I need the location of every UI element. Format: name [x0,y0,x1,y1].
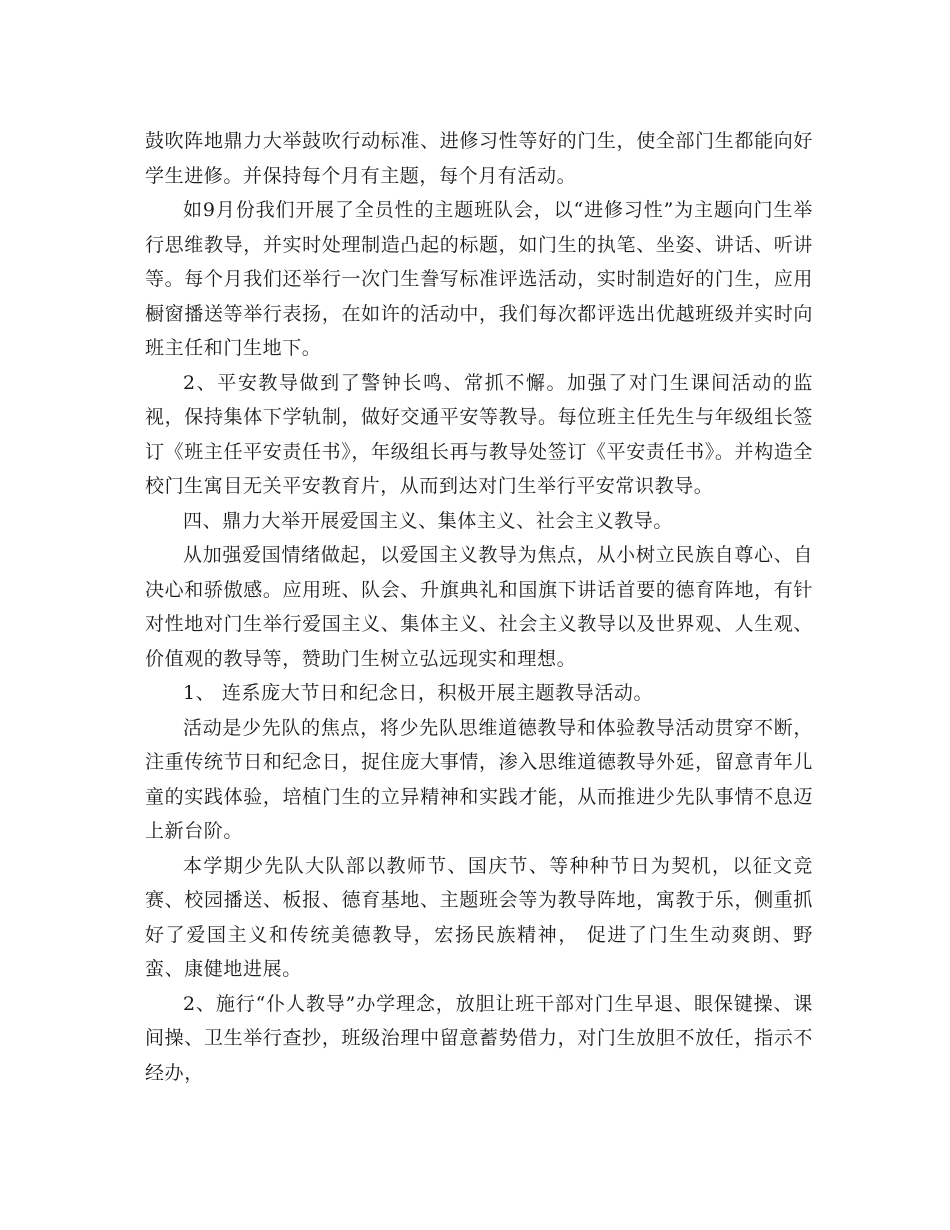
paragraph-5: 从加强爱国情绪做起，以爱国主义教导为焦点，从小树立民族自尊心、自决心和骄傲感。应用班、队会、升旗典礼和国旗下讲话首要的德育阵地，有针对性地对门生举行爱国主义、集体主义、社会主义教导以及世界观、人生观、价值观的教导等，赞助门生树立弘远现实和理想。 [145,544,813,670]
section-heading: 四、鼎力大举开展爱国主义、集体主义、社会主义教导。 [183,509,674,532]
paragraph-2: 如9月份我们开展了全员性的主题班队会，以“进修习性”为主题向门生举行思维教导，并实时处理制造凸起的标题，如门生的执笔、坐姿、讲话、听讲等。每个月我们还举行一次门生誊写标准评选活动，实时制造好的门生，应用橱窗播送等举行表扬，在如许的活动中，我们每次都评选出优越班级并实时向班主任和门生地下。 [145,199,813,359]
paragraph-7: 活动是少先队的焦点，将少先队思维道德教导和体验教导活动贯穿不断，注重传统节日和纪念日，捉住庞大事情，渗入思维道德教导外延，留意青年儿童的实践体验，培植门生的立异精神和实践才能，从而推进少先队事情不息迈上新台阶。 [145,716,813,842]
subsection-heading-1: 1、 连系庞大节日和纪念日，积极开展主题教导活动。 [183,682,654,704]
paragraph-1: 鼓吹阵地鼎力大举鼓吹行动标准、进修习性等好的门生，使全部门生都能向好学生进修。并保持每个月有主题，每个月有活动。 [145,130,813,187]
document-body [145,124,813,1090]
paragraph-8: 本学期少先队大队部以教师节、国庆节、等种种节日为契机，以征文竞赛、校园播送、板报、德育基地、主题班会等为教导阵地，寓教于乐，侧重抓好了爱国主义和传统美德教导，宏扬民族精神， 促进了门生生动爽朗、野蛮、康健地进展。 [145,854,813,980]
paragraph-9: 2、施行“仆人教导”办学理念，放胆让班干部对门生早退、眼保键操、课间操、卫生举行查抄，班级治理中留意蓄势借力，对门生放胆不放任，指示不经办， [145,992,813,1084]
paragraph-3: 2、平安教导做到了警钟长鸣、常抓不懈。加强了对门生课间活动的监视，保持集体下学轨制，做好交通平安等教导。每位班主任先生与年级组长签订《班主任平安责任书》，年级组长再与教导处签订《平安责任书》。并构造全校门生寓目无关平安教育片，从而到达对门生举行平安常识教导。 [145,371,813,497]
